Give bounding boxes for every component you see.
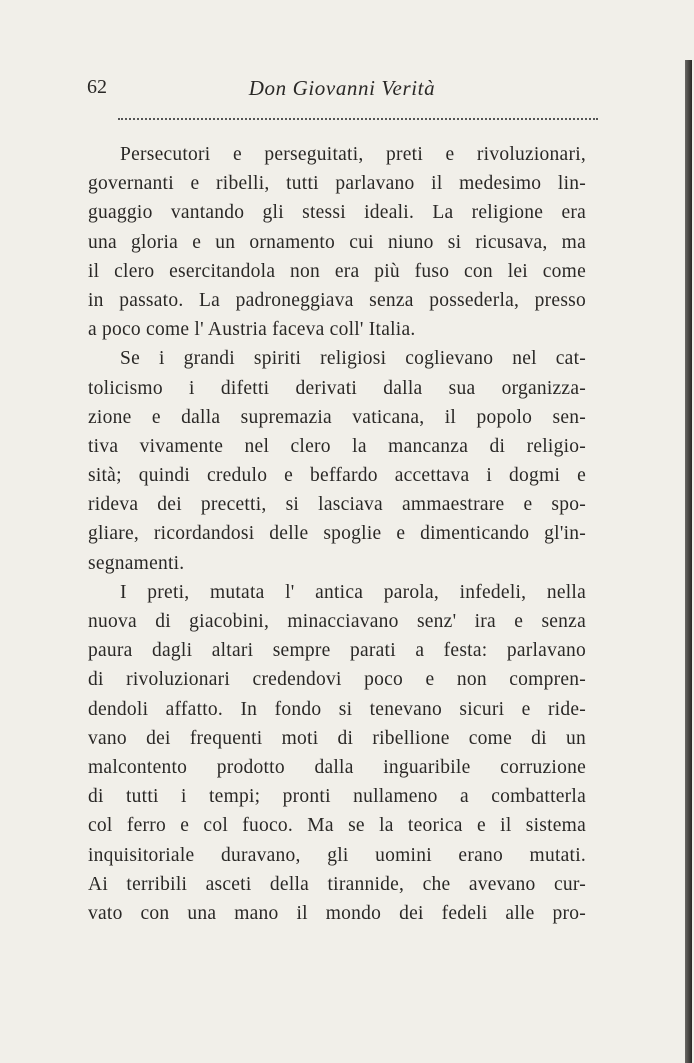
text-line: di rivoluzionari credendovi poco e non compren- [88,669,586,691]
text-line: col ferro e col fuoco. Ma se la teorica e il sistema [88,815,586,837]
text-line: nuova di giacobini, minacciavano senz' ira e senza [88,611,586,632]
text-line: segnamenti. [88,552,185,574]
page-number: 62 [87,76,107,98]
text-line: tiva vivamente nel clero la mancanza di religio- [88,435,586,457]
text-line: di tutti i tempi; pronti nullameno a combatterla [88,786,586,808]
text-line: una gloria e un ornamento cui niuno si ricusava, ma [88,231,586,253]
page-edge-shadow [685,60,692,1063]
text-line: Persecutori e perseguitati, preti e rivoluzionari, [120,144,586,165]
text-line: Se i grandi spiriti religiosi coglievano nel cat- [120,348,586,370]
text-line: zione e dalla supremazia vaticana, il popolo sen- [88,406,586,428]
text-line: tolicismo i difetti derivati dalla sua organizza- [88,377,586,399]
body-text [88,140,586,928]
text-line: I preti, mutata l' antica parola, infedeli, nella [120,581,586,603]
text-line: dendoli affatto. In fondo si tenevano sicuri e ride- [88,698,586,720]
text-line: vano dei frequenti moti di ribellione come di un [88,727,586,749]
text-line: gliare, ricordandosi delle spoglie e dimenticando gl'in- [88,523,586,545]
header-divider [118,118,598,120]
text-line: in passato. La padroneggiava senza possederla, presso [88,289,586,311]
running-header [87,70,597,104]
text-line: governanti e ribelli, tutti parlavano il medesimo lin- [88,173,586,195]
text-line: paura dagli altari sempre parati a festa: parlavano [88,640,586,662]
text-line: a poco come l' Austria faceva coll' Italia. [88,319,416,341]
text-line: Ai terribili asceti della tirannide, che avevano cur- [88,873,586,895]
text-line: guaggio vantando gli stessi ideali. La religione era [88,202,586,224]
text-line: il clero esercitandola non era più fuso con lei come [88,260,586,282]
running-title: Don Giovanni Verità [248,76,436,100]
text-line: inquisitoriale duravano, gli uomini erano mutati. [88,844,586,866]
text-line: rideva dei precetti, si lasciava ammaestrare e spo- [88,494,586,516]
text-line: vato con una mano il mondo dei fedeli alle pro- [88,902,586,924]
text-line: sità; quindi credulo e beffardo accettava i dogmi e [88,465,586,487]
text-line: malcontento prodotto dalla inguaribile corruzione [88,756,586,778]
